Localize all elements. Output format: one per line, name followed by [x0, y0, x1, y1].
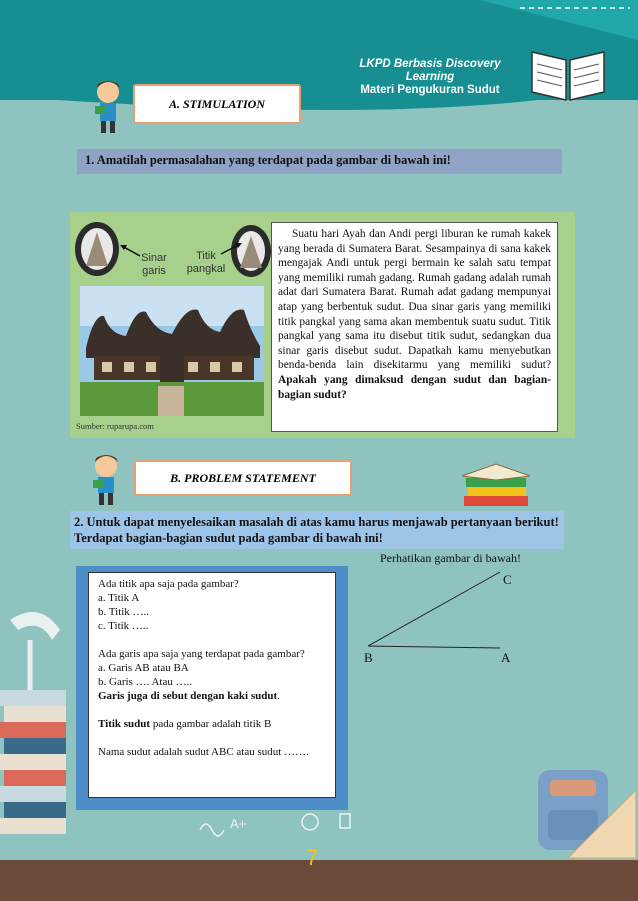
triangle-instruction: Perhatikan gambar di bawah!: [380, 551, 521, 565]
student-illustration: [92, 78, 128, 136]
header-line2: Materi Pengukuran Sudut: [360, 84, 500, 96]
story-question: Apakah yang dimaksud dengan sudut dan bagian- bagian sudut?: [278, 373, 551, 401]
label-pangkal: pangkal: [186, 263, 226, 275]
chalk-doodles: [190, 800, 370, 850]
q-garis: Ada garis apa saja yang terdapat pada gambar?: [98, 648, 305, 660]
roof-closeup-left: [72, 220, 122, 278]
titik-sudut-line: [98, 717, 326, 731]
kaki-sudut-bold: Garis juga di sebut dengan kaki sudut: [98, 690, 278, 702]
label-sinar: Sinar: [141, 252, 167, 264]
question-2: 2. Untuk dapat menyelesaikan masalah di atas kamu harus menjawab pertanyaan berikut! Terdapat bagian-bagian sudut pada gambar di bawah ini!: [70, 511, 564, 549]
angle-diagram: [360, 568, 520, 660]
kaki-sudut-end: .: [277, 690, 280, 702]
answer-box: [88, 572, 336, 798]
open-book-icon: [528, 42, 608, 104]
titik-b: b. Titik …..: [98, 606, 150, 618]
point-c-label: C: [503, 572, 512, 587]
question-1-text: 1. Amatilah permasalahan yang terdapat pada gambar di bawah ini!: [85, 153, 451, 167]
backpack-ruler-decoration: [528, 750, 638, 862]
header-title: [335, 58, 525, 94]
image-source: Sumber: ruparupa.com: [76, 421, 154, 431]
header-line1: LKPD Berbasis Discovery Learning: [359, 58, 501, 83]
section-a-text: A. STIMULATION: [168, 96, 266, 111]
section-b-text: B. PROBLEM STATEMENT: [170, 470, 316, 485]
section-b-label: [134, 460, 352, 496]
label-sinar-garis: [134, 252, 174, 278]
label-titik-pangkal: [182, 250, 230, 276]
garis-a: a. Garis AB atau BA: [98, 662, 189, 674]
lamp-and-books-decoration: [0, 600, 76, 860]
titik-a: a. Titik A: [98, 592, 140, 604]
kaki-sudut-line: [98, 689, 326, 703]
page-number: 7: [306, 845, 319, 870]
book-stack-icon: [456, 456, 536, 512]
story-text-box: [271, 222, 558, 432]
svg-text:A+: A+: [230, 816, 247, 831]
question-1: [77, 149, 562, 174]
point-a-label: A: [501, 650, 511, 665]
titik-sudut-bold: Titik sudut: [98, 718, 151, 730]
label-titik: Titik: [196, 250, 216, 262]
garis-b: b. Garis …. Atau …..: [98, 676, 193, 688]
point-b-label: B: [364, 650, 373, 665]
titik-c: c. Titik …..: [98, 620, 149, 632]
rumah-gadang-photo: [80, 286, 264, 416]
story-body: Suatu hari Ayah dan Andi pergi liburan ke rumah kakek yang berada di Sumatera Barat. Sesampainya di sana kakek mengajak Andi untuk pergi bermain ke salah satu tempat yang memiliki rumah gadang. Rumah gadang adalah rumah adat dari Sumatera Barat. Rumah adat gadang mempunyai atap yang berbentuk sudut. Dua sinar garis yang memiliki titik pangkal yang sama akan membentuk suatu sudut. Titik pangkal yang sama itu disebut titik sudut, sedangkan dua sinar garis disebut sudut. Dapatkah kamu menyebutkan benda-benda lain disekitarmu yang memiliki sudut?: [278, 228, 551, 372]
label-garis: garis: [142, 265, 166, 277]
section-a-label: [133, 84, 301, 124]
nama-sudut: Nama sudut adalah sudut ABC atau sudut …….: [98, 746, 309, 758]
titik-sudut-rest: pada gambar adalah titik B: [150, 718, 272, 730]
q-titik: Ada titik apa saja pada gambar?: [98, 578, 239, 590]
floor-band: [0, 860, 638, 901]
student-illustration-2: [90, 452, 126, 508]
